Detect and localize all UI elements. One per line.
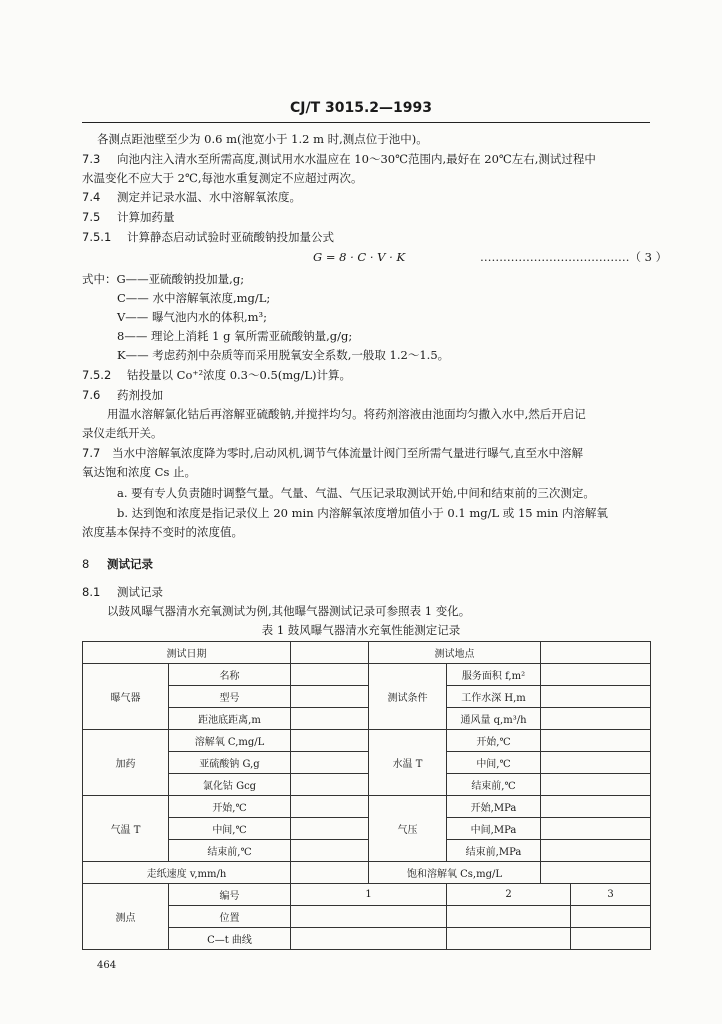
record-table [82,641,651,950]
cell-empty [291,752,369,774]
sec-7-5-2-text: 钴投量以 Co⁺²浓度 0.3～0.5(mg/L)计算。 [127,368,352,382]
table-row [83,906,651,928]
table-row [83,884,651,906]
cell-empty [291,774,369,796]
cell-water-temp: 水温 T [369,730,447,796]
sec-8-1-text: 以鼓风曝气器清水充氧测试为例,其他曝气器测试记录可参照表 1 变化。 [107,604,471,618]
cell-test-date: 测试日期 [83,642,291,664]
sec-7-3-num: 7.3 [82,152,101,166]
cell-empty [291,840,369,862]
cell-empty [291,664,369,686]
table-row [83,796,651,818]
cell-position: 位置 [169,906,291,928]
cell-empty [541,818,651,840]
cell-empty [447,906,571,928]
cell-name: 名称 [169,664,291,686]
sec-7-6-text: 药剂投加 [117,388,163,402]
item-a: a. 要有专人负责随时调整气量。气量、气温、气压记录取测试开始,中间和结束前的三次测定。 [117,486,595,500]
sec-7-4-num: 7.4 [82,190,101,204]
item-b-line2: 浓度基本保持不变时的浓度值。 [82,525,243,539]
sec-7-4-text: 测定并记录水温、水中溶解氧浓度。 [117,190,301,204]
cell-height: 距池底距离,m [169,708,291,730]
cell-cobalt: 氯化钴 Gcg [169,774,291,796]
where-8: 8—— 理论上消耗 1 g 氧所需亚硫酸钠量,g/g; [117,329,353,343]
table-row [83,840,651,862]
cell-empty [541,796,651,818]
sec-7-5-num: 7.5 [82,210,101,224]
cell-sulfite: 亚硫酸钠 G,g [169,752,291,774]
item-b-line1: b. 达到饱和浓度是指记录仪上 20 min 内溶解氧浓度增加值小于 0.1 mg/L 或 15 min 内溶解氧 [117,506,608,520]
cell-empty [541,862,651,884]
cell-empty [541,774,651,796]
table-row [83,752,651,774]
cell-test-place: 测试地点 [369,642,541,664]
sec-7-7-num: 7.7 [82,446,101,460]
cell-empty [571,928,651,950]
cell-empty [291,928,447,950]
table-caption: 表 1 鼓风曝气器清水充氧性能测定记录 [261,623,461,637]
table-row [83,730,651,752]
cell-number: 编号 [169,884,291,906]
cell-start-mpa: 开始,MPa [447,796,541,818]
table-row [83,708,651,730]
cell-dosing: 加药 [83,730,169,796]
cell-empty [291,642,369,664]
sec-7-7-line1: 当水中溶解氧浓度降为零时,启动风机,调节气体流量计阀门至所需气量进行曝气,直至水中溶解 [112,446,583,460]
where-g: 式中：G——亚硫酸钠投加量,g; [82,272,245,286]
table-row [83,928,651,950]
cell-empty [541,752,651,774]
cell-mid-mpa: 中间,MPa [447,818,541,840]
sec-7-3-line1: 向池内注入清水至所需高度,测试用水水温应在 10～30℃范围内,最好在 20℃左右,测试过程中 [117,152,596,166]
cell-air-temp: 气温 T [83,796,169,862]
cell-empty [571,906,651,928]
cell-end-mpa: 结束前,MPa [447,840,541,862]
table-row [83,686,651,708]
cell-empty [291,796,369,818]
cell-conditions: 测试条件 [369,664,447,730]
cell-empty [291,906,447,928]
table-row [83,818,651,840]
sec-8-num: 8 [82,557,90,571]
table-row [83,862,651,884]
cell-points: 测点 [83,884,169,950]
table-row [83,642,651,664]
cell-empty [291,686,369,708]
cell-air-start: 开始,℃ [169,796,291,818]
cell-sat-do: 饱和溶解氧 Cs,mg/L [369,862,541,884]
sec-8-title: 测试记录 [107,557,153,571]
cell-empty [541,730,651,752]
sec-7-5-text: 计算加药量 [117,210,175,224]
sec-7-5-1-num: 7.5.1 [82,230,112,244]
cell-area: 服务面积 f,m² [447,664,541,686]
formula-3: G = 8 · C · V · K [313,250,406,264]
cell-mid-c: 中间,℃ [447,752,541,774]
cell-n3: 3 [571,884,651,906]
cell-n2: 2 [447,884,571,906]
cell-empty [291,730,369,752]
running-header: CJ/T 3015.2—1993 [289,100,432,116]
cell-start-c: 开始,℃ [447,730,541,752]
cell-curve: C—t 曲线 [169,928,291,950]
sec-7-6-num: 7.6 [82,388,101,402]
cell-empty [541,708,651,730]
table-row [83,664,651,686]
sec-7-5-2-num: 7.5.2 [82,368,112,382]
cell-airflow: 通风量 q,m³/h [447,708,541,730]
sec-7-6-line1: 用温水溶解氯化钴后再溶解亚硫酸钠,并搅拌均匀。将药剂溶液由池面均匀撒入水中,然后开启记 [107,407,586,421]
where-c: C—— 水中溶解氧浓度,mg/L; [117,291,271,305]
cell-empty [291,708,369,730]
cell-empty [291,818,369,840]
cell-paper-speed: 走纸速度 v,mm/h [83,862,291,884]
table-row [83,774,651,796]
formula-number: …………………………………（ 3 ） [480,250,668,264]
cell-depth: 工作水深 H,m [447,686,541,708]
cell-pressure: 气压 [369,796,447,862]
sec-8-1-num: 8.1 [82,585,101,599]
sec-8-1-title: 测试记录 [117,585,163,599]
cell-aerator: 曝气器 [83,664,169,730]
cell-model: 型号 [169,686,291,708]
where-k: K—— 考虑药剂中杂质等而采用脱氧安全系数,一般取 1.2～1.5。 [117,348,450,362]
cell-empty [541,840,651,862]
cell-empty [541,664,651,686]
cell-empty [541,686,651,708]
cell-empty [291,862,369,884]
sec-7-3-line2: 水温变化不应大于 2℃,每池水重复测定不应超过两次。 [82,171,363,185]
cell-air-end: 结束前,℃ [169,840,291,862]
where-v: V—— 曝气池内水的体积,m³; [117,310,268,324]
cell-air-mid: 中间,℃ [169,818,291,840]
cell-end-c: 结束前,℃ [447,774,541,796]
para-p0: 各测点距池壁至少为 0.6 m(池宽小于 1.2 m 时,测点位于池中)。 [97,132,428,146]
sec-7-5-1-text: 计算静态启动试验时亚硫酸钠投加量公式 [127,230,334,244]
cell-n1: 1 [291,884,447,906]
cell-do-conc: 溶解氧 C,mg/L [169,730,291,752]
page-number: 464 [97,960,117,971]
sec-7-6-line2: 录仪走纸开关。 [82,426,163,440]
cell-empty [541,642,651,664]
sec-7-7-line2: 氧达饱和浓度 Cs 止。 [82,465,197,479]
header-rule [82,122,650,123]
cell-empty [447,928,571,950]
